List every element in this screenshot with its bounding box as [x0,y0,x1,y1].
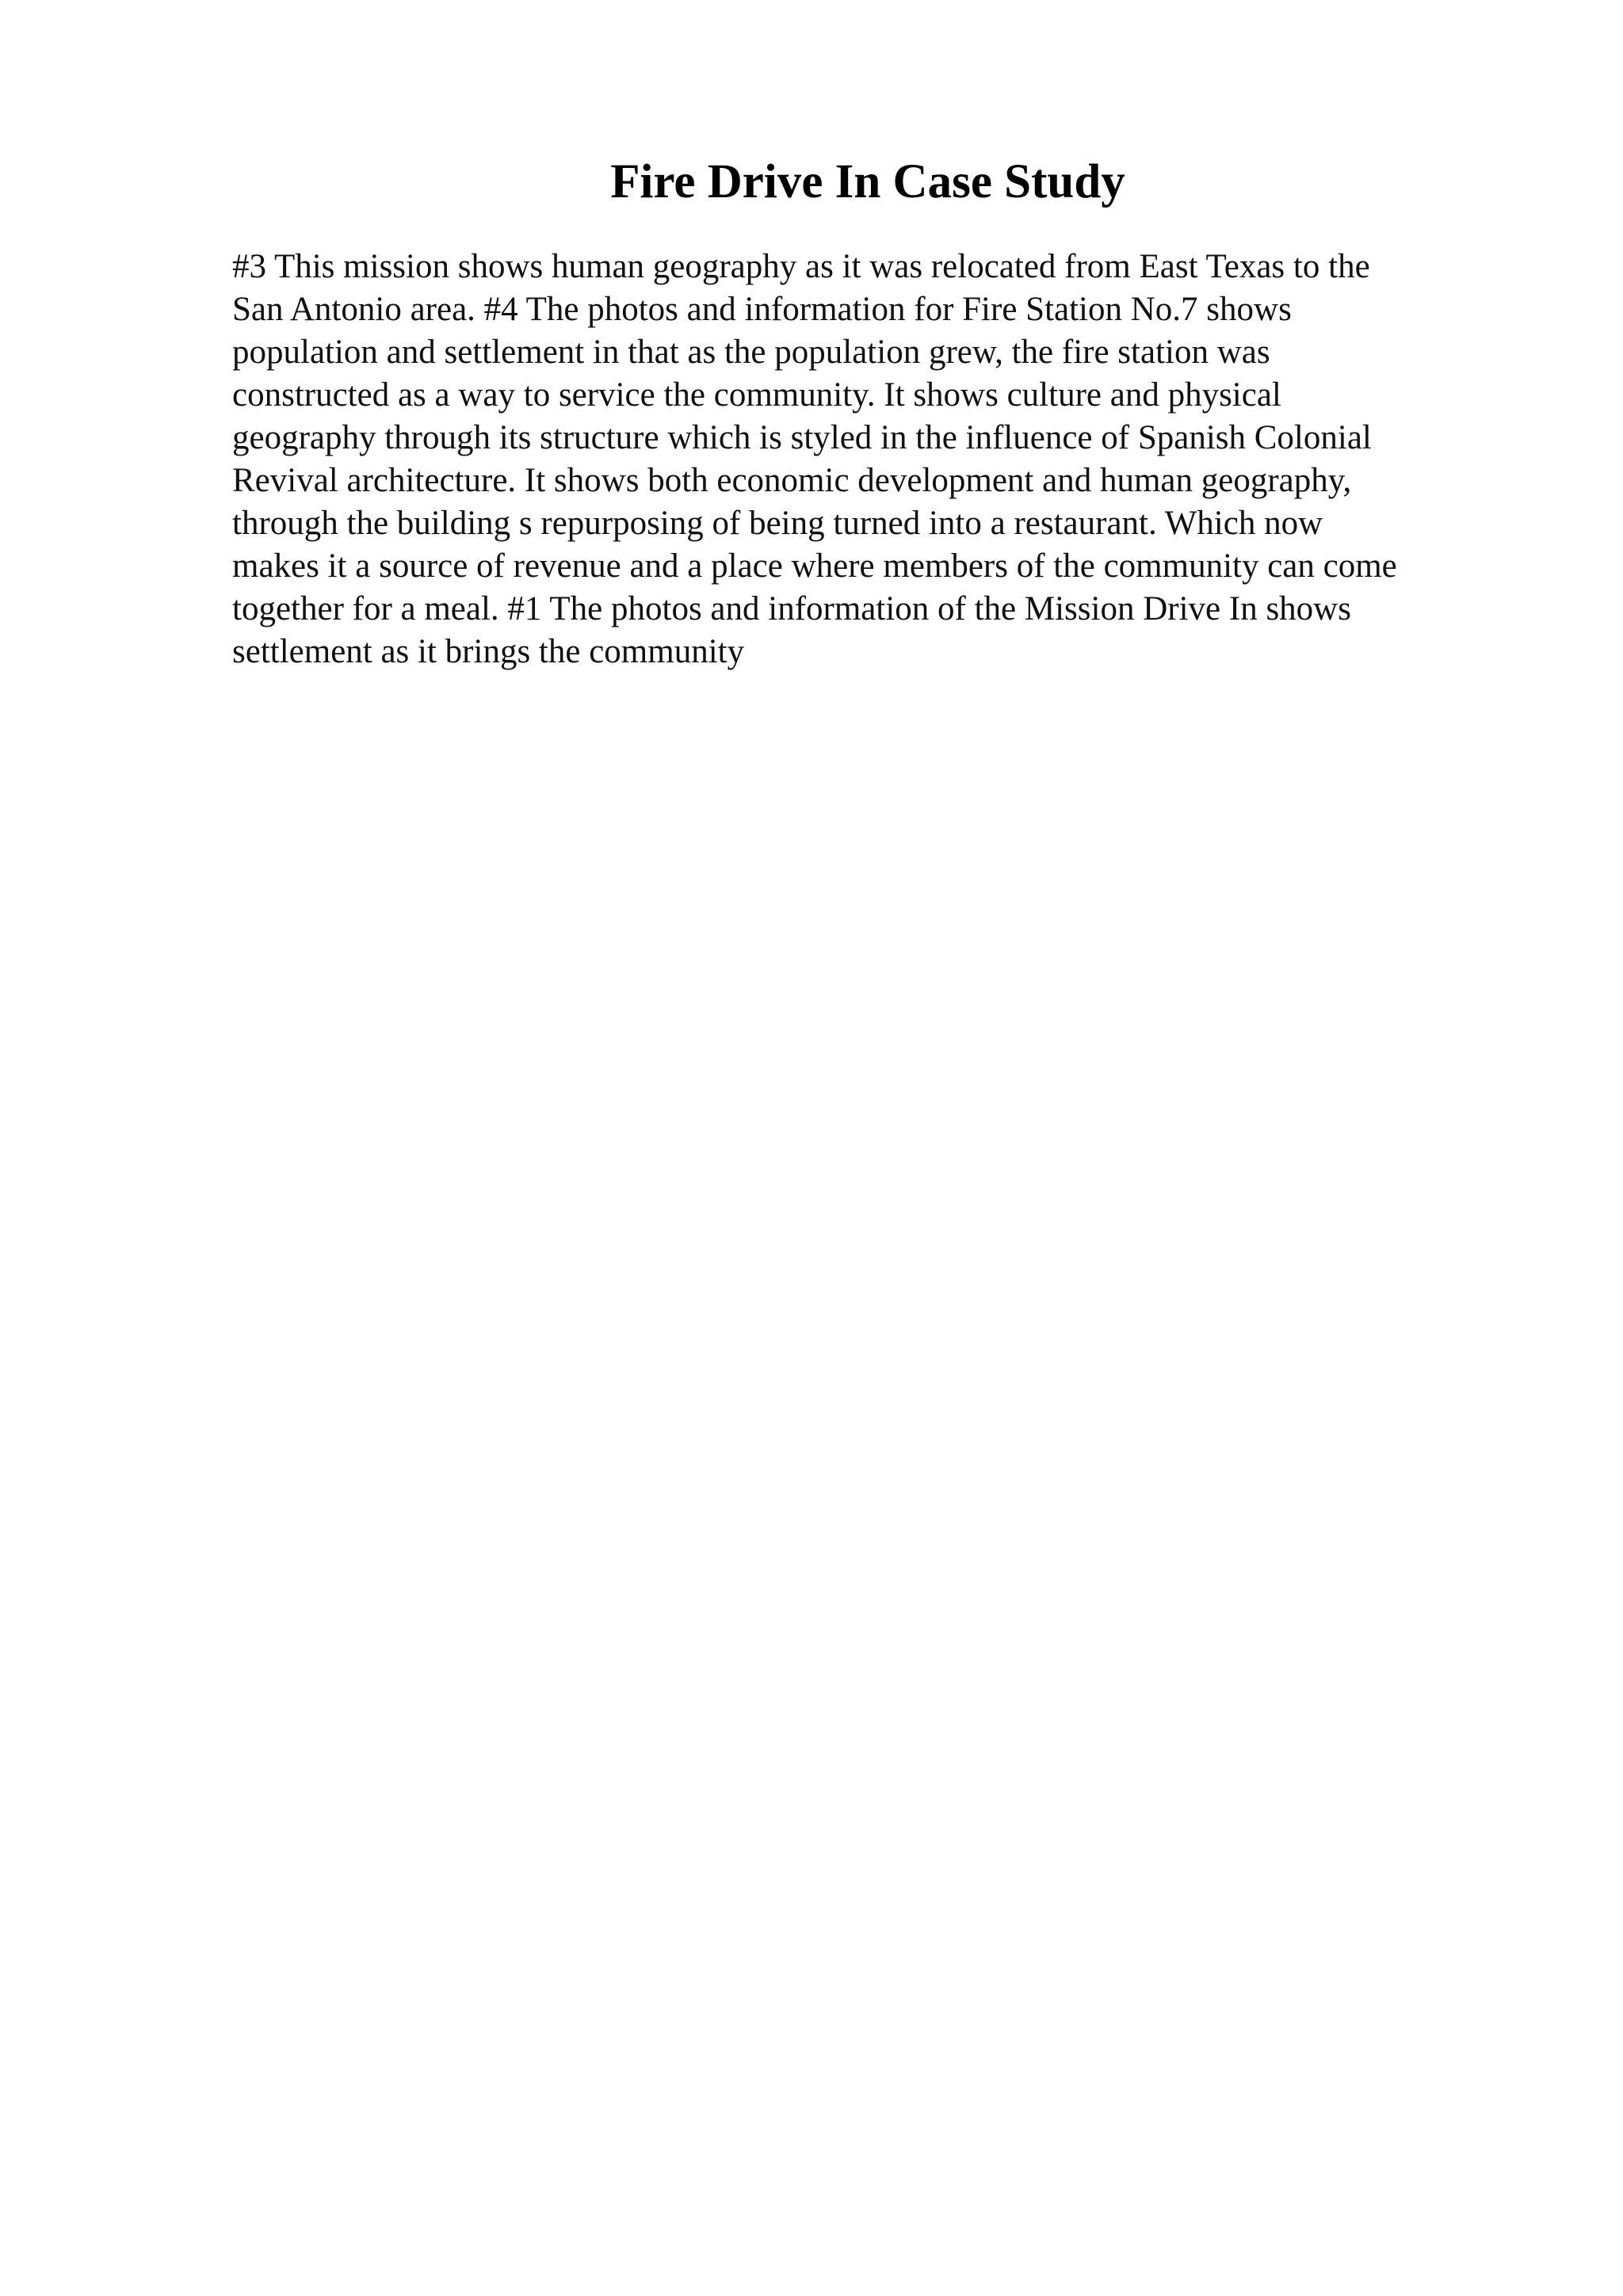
body-line: together for a meal. #1 The photos and information of the Mission Drive In shows [232,590,1351,627]
body-line: makes it a source of revenue and a place where members of the community can come [232,547,1397,585]
document-title: Fire Drive In Case Study [610,155,1125,208]
body-line: population and settlement in that as the population grew, the fire station was [232,334,1270,371]
document-body [232,246,1548,673]
body-line: geography through its structure which is styled in the influence of Spanish Colonial [232,419,1372,456]
body-line: San Antonio area. #4 The photos and information for Fire Station No.7 shows [232,291,1292,328]
body-line: Revival architecture. It shows both economic development and human geography, [232,462,1352,499]
body-line: constructed as a way to service the community. It shows culture and physical [232,376,1281,414]
body-line: through the building s repurposing of being turned into a restaurant. Which now [232,505,1323,542]
body-line: settlement as it brings the community [232,633,745,670]
body-line: #3 This mission shows human geography as it was relocated from East Texas to the [232,248,1370,285]
